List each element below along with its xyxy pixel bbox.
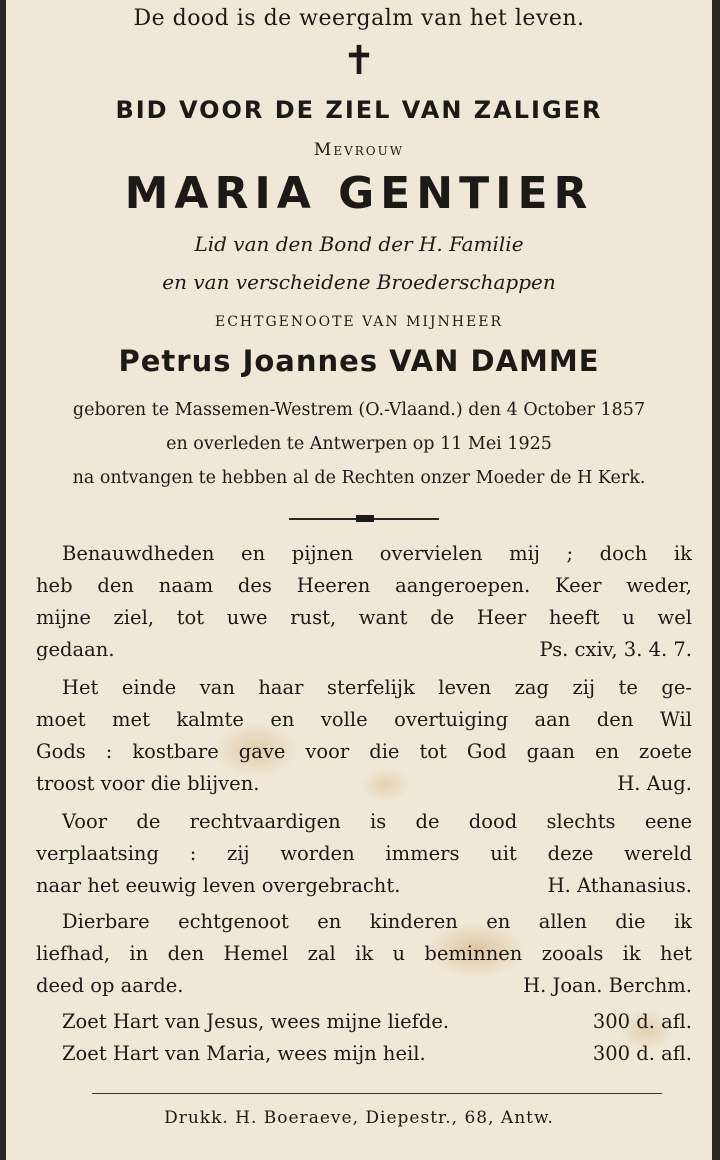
prayer-heading: BID VOOR DE ZIEL VAN ZALIGER bbox=[115, 96, 603, 124]
passage-line: Voor de rechtvaardigen is de dood slechts eene bbox=[62, 810, 692, 833]
indulgence-value: 300 d. afl. bbox=[592, 1042, 692, 1065]
passage-text: troost voor die blijven. bbox=[36, 772, 260, 795]
spouse-intro: ECHTGENOOTE VAN MIJNHEER bbox=[215, 314, 503, 330]
psalm-passage bbox=[36, 538, 692, 666]
berchmans-passage bbox=[36, 906, 692, 1002]
cross-icon: ✝ bbox=[342, 38, 376, 84]
indulgence-text: Zoet Hart van Maria, wees mijn heil. bbox=[62, 1042, 426, 1065]
card-edge-shadow bbox=[712, 0, 720, 1160]
passage-text: gedaan. bbox=[36, 638, 115, 661]
passage-line: Het einde van haar sterfelijk leven zag zij te ge- bbox=[62, 676, 692, 699]
passage-last-line bbox=[36, 634, 692, 666]
indulgence-item bbox=[36, 1006, 692, 1038]
passage-text: deed op aarde. bbox=[36, 974, 184, 997]
birth-line: geboren te Massemen-Westrem (O.-Vlaand.) den 4 October 1857 bbox=[72, 400, 646, 420]
passage-source: H. Aug. bbox=[617, 772, 692, 795]
passage-line: liefhad, in den Hemel zal ik u beminnen zooals ik het bbox=[36, 942, 692, 965]
passage-source: H. Joan. Berchm. bbox=[523, 974, 692, 997]
passage-line: Benauwdheden en pijnen overvielen mij ; doch ik bbox=[62, 542, 692, 565]
passage-line: verplaatsing : zij worden immers uit deze wereld bbox=[36, 842, 692, 865]
passage-source: Ps. cxiv, 3. 4. 7. bbox=[539, 638, 692, 661]
footer-rule bbox=[92, 1093, 662, 1094]
passage-line: heb den naam des Heeren aangeroepen. Keer weder, bbox=[36, 574, 692, 597]
rites-line: na ontvangen te hebben al de Rechten onzer Moeder de H Kerk. bbox=[72, 468, 646, 488]
divider-ornament bbox=[356, 515, 374, 522]
printer-imprint: Drukk. H. Boeraeve, Diepestr., 68, Antw. bbox=[164, 1108, 554, 1128]
passage-source: H. Athanasius. bbox=[547, 874, 692, 897]
indulgence-text: Zoet Hart van Jesus, wees mijne liefde. bbox=[62, 1010, 450, 1033]
passage-last-line bbox=[36, 970, 692, 1002]
indulgence-list bbox=[36, 1006, 692, 1070]
passage-text: naar het eeuwig leven overgebracht. bbox=[36, 874, 401, 897]
spouse-name: Petrus Joannes VAN DAMME bbox=[118, 344, 600, 378]
passage-line: mijne ziel, tot uwe rust, want de Heer heeft u wel bbox=[36, 606, 692, 629]
passage-line: Dierbare echtgenoot en kinderen en allen die ik bbox=[62, 910, 692, 933]
athanasius-passage bbox=[36, 806, 692, 902]
memorial-card bbox=[6, 0, 712, 1160]
indulgence-item bbox=[36, 1038, 692, 1070]
death-line: en overleden te Antwerpen op 11 Mei 1925 bbox=[166, 434, 552, 454]
passage-line: Gods : kostbare gave voor die tot God gaan en zoete bbox=[36, 740, 692, 763]
membership-line-1: Lid van den Bond der H. Familie bbox=[194, 232, 524, 256]
deceased-name: MARIA GENTIER bbox=[124, 168, 594, 219]
honorific: Mevrouw bbox=[313, 140, 405, 160]
membership-line-2: en van verscheidene Broederschappen bbox=[162, 270, 556, 294]
passage-last-line bbox=[36, 768, 692, 800]
passage-last-line bbox=[36, 870, 692, 902]
augustine-passage bbox=[36, 672, 692, 800]
opening-quote: De dood is de weergalm van het leven. bbox=[133, 6, 585, 31]
indulgence-value: 300 d. afl. bbox=[592, 1010, 692, 1033]
passage-line: moet met kalmte en volle overtuiging aan den Wil bbox=[36, 708, 692, 731]
